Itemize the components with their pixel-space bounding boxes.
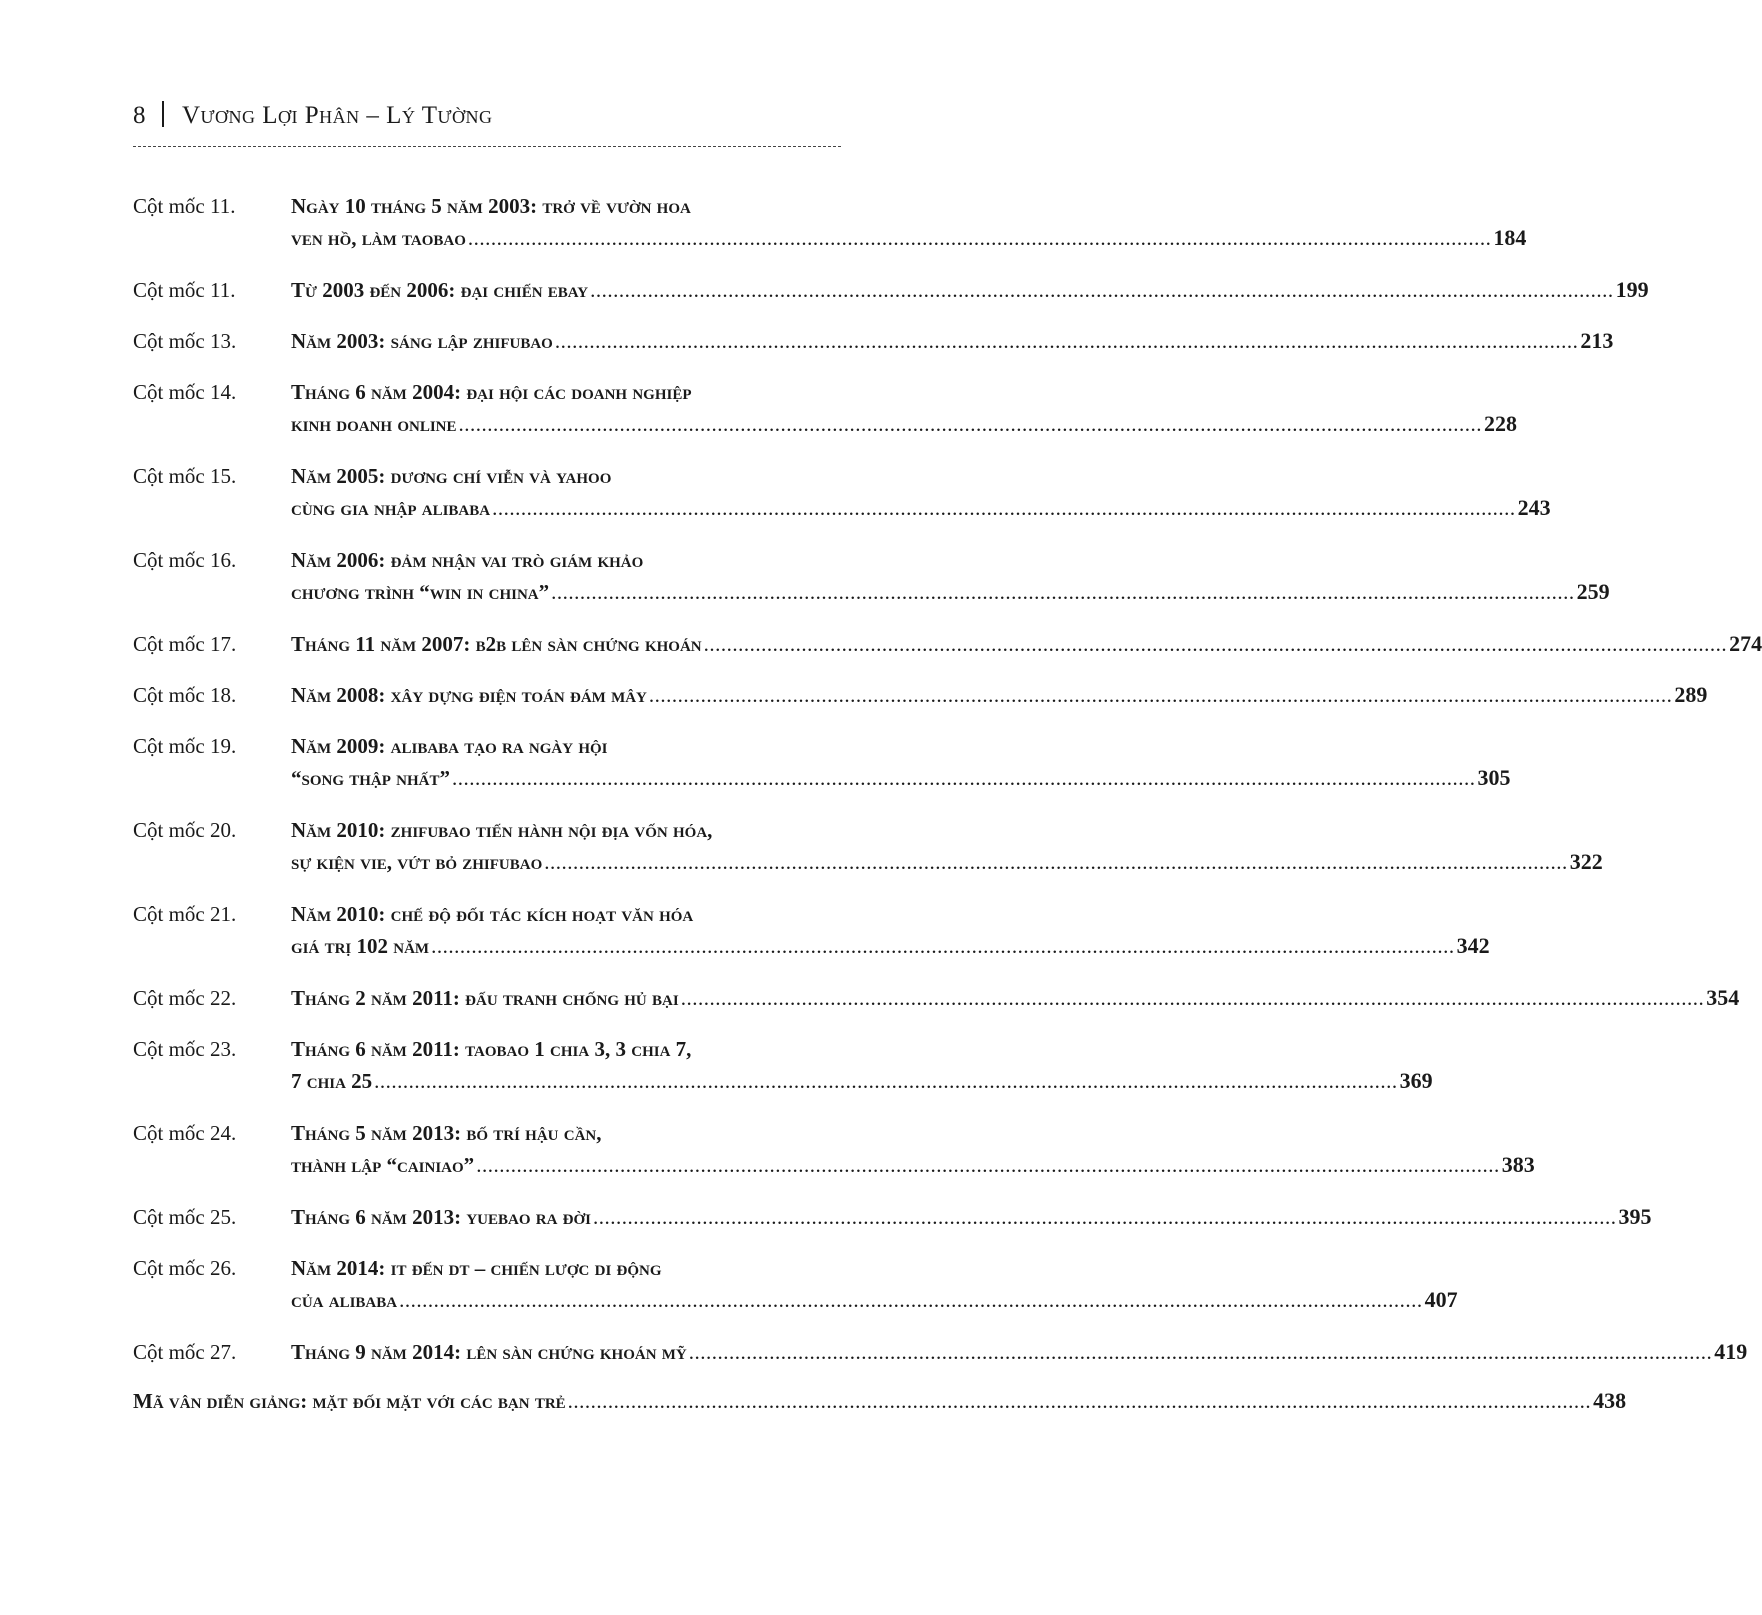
entry-title (291, 1336, 1747, 1368)
toc-entry[interactable] (133, 628, 1762, 660)
dot-leader (374, 1065, 1398, 1097)
dot-leader (593, 1201, 1617, 1233)
entry-title-text: kinh doanh online (291, 412, 457, 436)
entry-title (291, 982, 1739, 1014)
entry-title (291, 376, 1517, 440)
entry-title (291, 1252, 1458, 1316)
entry-title (291, 190, 1526, 254)
entry-title-line (291, 222, 1526, 254)
milestone-label: Cột mốc 15. (133, 464, 237, 488)
entry-title-line (291, 1284, 1458, 1316)
header-author: Vương Lợi Phân – Lý Tường (182, 102, 493, 129)
milestone-label: Cột mốc 21. (133, 902, 237, 926)
dot-leader (551, 576, 1575, 608)
dot-leader (555, 325, 1579, 357)
page-reference: 199 (1615, 277, 1649, 302)
entry-title (291, 679, 1707, 711)
milestone-label: Cột mốc 14. (133, 380, 237, 404)
entry-title-text: Tháng 5 năm 2013: bố trí hậu cần, (291, 1121, 602, 1145)
dot-leader (649, 679, 1673, 711)
dot-leader (452, 762, 1476, 794)
page-reference: 274 (1729, 631, 1762, 656)
milestone-label: Cột mốc 13. (133, 329, 237, 353)
entry-title (291, 1033, 1433, 1097)
entry-title-line (291, 1033, 1433, 1065)
dot-leader (399, 1284, 1423, 1316)
entry-title (291, 460, 1551, 524)
page-reference: 383 (1501, 1152, 1535, 1177)
entry-title (291, 814, 1603, 878)
entry-title (291, 274, 1649, 306)
entry-title-line (291, 1336, 1747, 1368)
milestone-label: Cột mốc 11. (133, 278, 236, 302)
page-reference: 305 (1477, 765, 1511, 790)
entry-title (291, 730, 1511, 794)
page-reference: 322 (1569, 849, 1603, 874)
entry-title-text: của alibaba (291, 1288, 398, 1312)
entry-title-line (291, 576, 1610, 608)
entry-title-text: Tháng 2 năm 2011: đấu tranh chống hủ bại (291, 986, 679, 1010)
dot-leader (544, 846, 1568, 878)
page-reference: 354 (1706, 985, 1740, 1010)
toc-entry[interactable] (133, 325, 1614, 357)
toc-entry[interactable] (133, 460, 1551, 524)
header-separator (162, 101, 164, 127)
entry-title-line (291, 1149, 1535, 1181)
entry-title-text: Năm 2008: xây dựng điện toán đám mây (291, 683, 647, 707)
entry-title-text: Từ 2003 đến 2006: đại chiến ebay (291, 278, 589, 302)
entry-title-line (291, 730, 1511, 762)
toc-entry[interactable] (133, 898, 1490, 962)
milestone-label: Cột mốc 17. (133, 632, 237, 656)
toc-entry[interactable] (133, 1336, 1748, 1368)
milestone-label: Cột mốc 22. (133, 986, 237, 1010)
entry-title-line (291, 628, 1762, 660)
milestone-label: Cột mốc 20. (133, 818, 237, 842)
entry-title (291, 544, 1610, 608)
page-reference: 243 (1517, 495, 1551, 520)
toc-entry[interactable] (133, 1033, 1433, 1097)
entry-title-text: Năm 2005: dương chí viễn và yahoo (291, 464, 612, 488)
milestone-label: Cột mốc 26. (133, 1256, 237, 1280)
entry-title-text: Tháng 6 năm 2011: taobao 1 chia 3, 3 chia 7, (291, 1037, 692, 1061)
milestone-label: Cột mốc 16. (133, 548, 237, 572)
toc-entry[interactable] (133, 982, 1740, 1014)
dot-leader (468, 222, 1492, 254)
page-number: 8 (133, 102, 146, 129)
entry-title-line (291, 325, 1613, 357)
entry-title-text: 7 chia 25 (291, 1069, 373, 1093)
entry-title-text: Tháng 11 năm 2007: b2b lên sàn chứng khoán (291, 632, 702, 656)
entry-title-text: Năm 2006: đảm nhận vai trò giám khảo (291, 548, 644, 572)
entry-title (291, 325, 1613, 357)
entry-title-text: Năm 2014: it đến dt – chiến lược di động (291, 1256, 662, 1280)
toc-entry[interactable] (133, 274, 1649, 306)
dot-leader (431, 930, 1455, 962)
page-reference: 407 (1424, 1287, 1458, 1312)
milestone-label: Cột mốc 19. (133, 734, 237, 758)
entry-title-text: Năm 2010: zhifubao tiến hành nội địa vốn hóa, (291, 818, 713, 842)
milestone-label: Cột mốc 24. (133, 1121, 237, 1145)
entry-title-text: chương trình “win in china” (291, 580, 550, 604)
toc-entry[interactable] (133, 376, 1518, 440)
entry-title-text: Tháng 9 năm 2014: lên sàn chứng khoán mỹ (291, 1340, 687, 1364)
dot-leader (590, 274, 1614, 306)
entry-title-text: giá trị 102 năm (291, 934, 430, 958)
toc-entry[interactable] (133, 814, 1603, 878)
dot-leader (568, 1385, 1592, 1417)
entry-title-line (291, 898, 1490, 930)
entry-title-line (291, 376, 1517, 408)
entry-title-line (291, 982, 1739, 1014)
page-reference: 289 (1674, 682, 1708, 707)
dot-leader (681, 982, 1705, 1014)
final-entry-page: 438 (1593, 1388, 1627, 1413)
entry-title-line (291, 1117, 1535, 1149)
final-entry-title: Mã vân diễn giảng: mặt đối mặt với các bạn trẻ (133, 1389, 566, 1413)
toc-entry[interactable] (133, 1252, 1458, 1316)
page-reference: 213 (1580, 328, 1614, 353)
entry-title-line (291, 1201, 1652, 1233)
page-reference: 369 (1399, 1068, 1433, 1093)
entry-title-line (291, 408, 1517, 440)
entry-title-line (291, 1252, 1458, 1284)
header-rule (133, 146, 841, 147)
entry-title-line (291, 930, 1490, 962)
page-reference: 228 (1484, 411, 1518, 436)
final-entry-line (133, 1385, 1627, 1417)
toc-entry[interactable] (133, 730, 1511, 794)
entry-title-text: sự kiện vie, vứt bỏ zhifubao (291, 850, 543, 874)
page-reference: 342 (1456, 933, 1490, 958)
milestone-label: Cột mốc 23. (133, 1037, 237, 1061)
milestone-label: Cột mốc 11. (133, 194, 236, 218)
final-toc-entry[interactable] (133, 1385, 1627, 1417)
entry-title-text: Tháng 6 năm 2013: yuebao ra đời (291, 1205, 591, 1229)
entry-title-text: Tháng 6 năm 2004: đại hội các doanh nghiệp (291, 380, 692, 404)
dot-leader (459, 408, 1483, 440)
entry-title-line (291, 492, 1551, 524)
entry-title-line (291, 190, 1526, 222)
entry-title-text: Năm 2003: sáng lập zhifubao (291, 329, 553, 353)
toc-entry[interactable] (133, 190, 1527, 254)
toc-entry[interactable] (133, 1201, 1652, 1233)
entry-title (291, 1201, 1652, 1233)
page-reference: 259 (1576, 579, 1610, 604)
running-header (133, 97, 492, 130)
entry-title-line (291, 679, 1707, 711)
toc-entry[interactable] (133, 544, 1610, 608)
dot-leader (689, 1336, 1713, 1368)
entry-title-line (291, 1065, 1433, 1097)
entry-title-text: thành lập “cainiao” (291, 1153, 475, 1177)
dot-leader (476, 1149, 1500, 1181)
entry-title-text: “song thập nhất” (291, 766, 451, 790)
entry-title-text: cùng gia nhập alibaba (291, 496, 491, 520)
entry-title-text: ven hồ, làm taobao (291, 226, 466, 250)
entry-title (291, 628, 1762, 660)
entry-title (291, 898, 1490, 962)
milestone-label: Cột mốc 25. (133, 1205, 237, 1229)
toc-entry[interactable] (133, 1117, 1535, 1181)
page-reference: 419 (1714, 1339, 1748, 1364)
page-reference: 395 (1618, 1204, 1652, 1229)
dot-leader (704, 628, 1728, 660)
toc-entry[interactable] (133, 679, 1708, 711)
entry-title-line (291, 460, 1551, 492)
entry-title-line (291, 846, 1603, 878)
entry-title-line (291, 762, 1511, 794)
page-reference: 184 (1493, 225, 1527, 250)
entry-title (291, 1117, 1535, 1181)
milestone-label: Cột mốc 27. (133, 1340, 237, 1364)
entry-title-line (291, 814, 1603, 846)
entry-title-line (291, 274, 1649, 306)
entry-title-text: Năm 2010: chế độ đối tác kích hoạt văn hóa (291, 902, 694, 926)
entry-title-text: Ngày 10 tháng 5 năm 2003: trở về vườn hoa (291, 194, 691, 218)
entry-title-line (291, 544, 1610, 576)
milestone-label: Cột mốc 18. (133, 683, 237, 707)
dot-leader (492, 492, 1516, 524)
entry-title-text: Năm 2009: alibaba tạo ra ngày hội (291, 734, 608, 758)
